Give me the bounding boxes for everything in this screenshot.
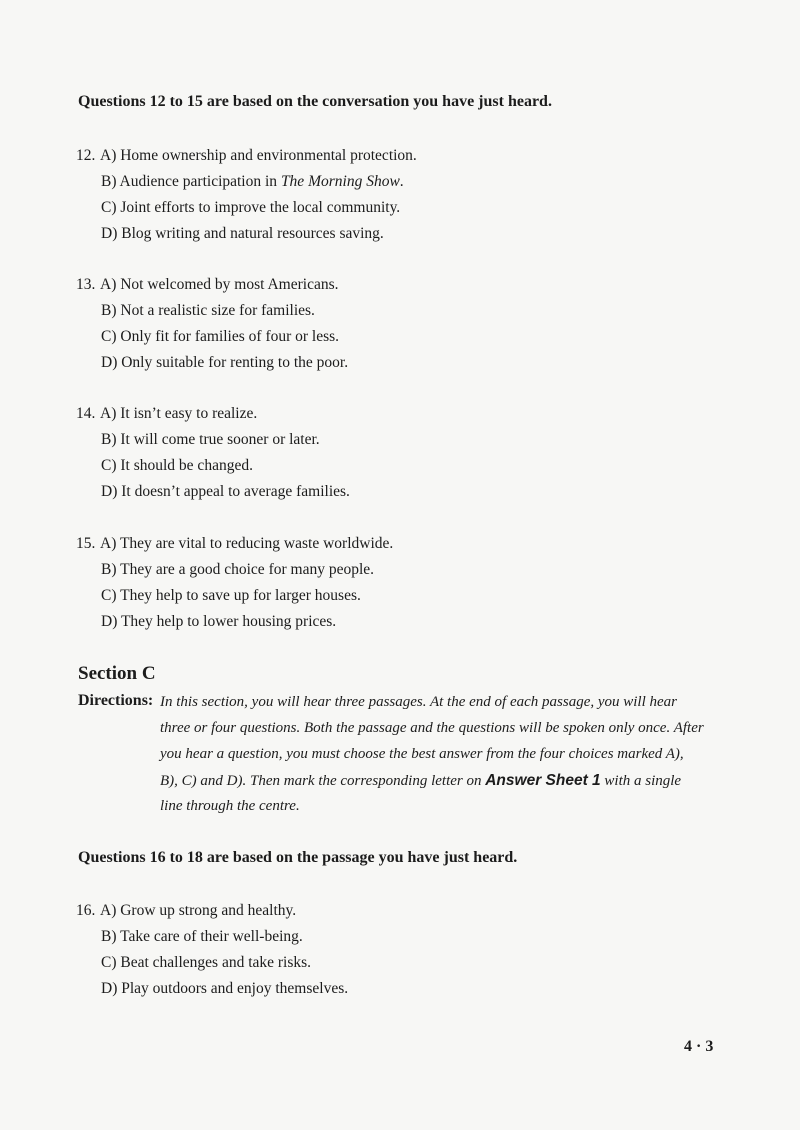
questions-16-18-heading: Questions 16 to 18 are based on the passage you have just heard. [78,849,518,866]
question-number: 12. [76,147,96,164]
section-c-title: Section C [78,663,156,684]
question-15-option-b: B) They are a good choice for many people. [101,561,375,578]
question-12-option-a [76,147,417,165]
question-14-option-a [76,405,257,423]
directions-line-5: line through the centre. [160,798,300,814]
directions-line-4 [160,772,681,790]
page-number: 4 · 3 [684,1038,714,1055]
directions-text: with a single [604,773,682,789]
question-16-option-a [76,902,296,920]
question-number: 14. [76,405,96,422]
question-15-option-c: C) They help to save up for larger houses. [101,587,361,604]
option-text: A) They are vital to reducing waste worldwide. [100,535,394,552]
question-13-option-a [76,276,338,294]
question-number: 16. [76,902,96,919]
option-punct: . [399,173,404,190]
directions-text: B), C) and D). Then mark the corresponding letter on [160,773,482,789]
question-number: 13. [76,276,96,293]
question-12-option-d: D) Blog writing and natural resources saving. [101,225,384,242]
question-16-option-d: D) Play outdoors and enjoy themselves. [101,980,349,997]
question-15-option-a [76,535,393,553]
option-text: A) Grow up strong and healthy. [100,902,297,919]
question-number: 15. [76,535,96,552]
question-14-option-c: C) It should be changed. [101,457,253,474]
question-16-option-c: C) Beat challenges and take risks. [101,954,312,971]
question-12-option-c: C) Joint efforts to improve the local community. [101,199,401,216]
question-14-option-d: D) It doesn’t appeal to average families. [101,483,350,500]
question-12-option-b [101,173,404,191]
show-title: The Morning Show [280,173,400,190]
option-text: A) Home ownership and environmental protection. [100,147,417,164]
question-14-option-b: B) It will come true sooner or later. [101,431,320,448]
question-13-option-d: D) Only suitable for renting to the poor. [101,354,349,371]
directions-line-1: In this section, you will hear three passages. At the end of each passage, you will hear [160,694,678,710]
question-13-option-c: C) Only fit for families of four or less. [101,328,340,345]
option-text: A) Not welcomed by most Americans. [100,276,339,293]
directions-line-3: you hear a question, you must choose the best answer from the four choices marked A), [160,746,684,762]
question-13-option-b: B) Not a realistic size for families. [101,302,315,319]
question-16-option-b: B) Take care of their well-being. [101,928,303,945]
question-15-option-d: D) They help to lower housing prices. [101,613,337,630]
directions-line-2: three or four questions. Both the passage and the questions will be spoken only once. After [160,720,704,736]
option-text: B) Audience participation in [101,173,281,190]
answer-sheet-label: Answer Sheet 1 [485,772,601,789]
directions-label: Directions: [78,692,154,709]
questions-12-15-heading: Questions 12 to 15 are based on the conversation you have just heard. [78,93,552,110]
option-text: A) It isn’t easy to realize. [100,405,258,422]
